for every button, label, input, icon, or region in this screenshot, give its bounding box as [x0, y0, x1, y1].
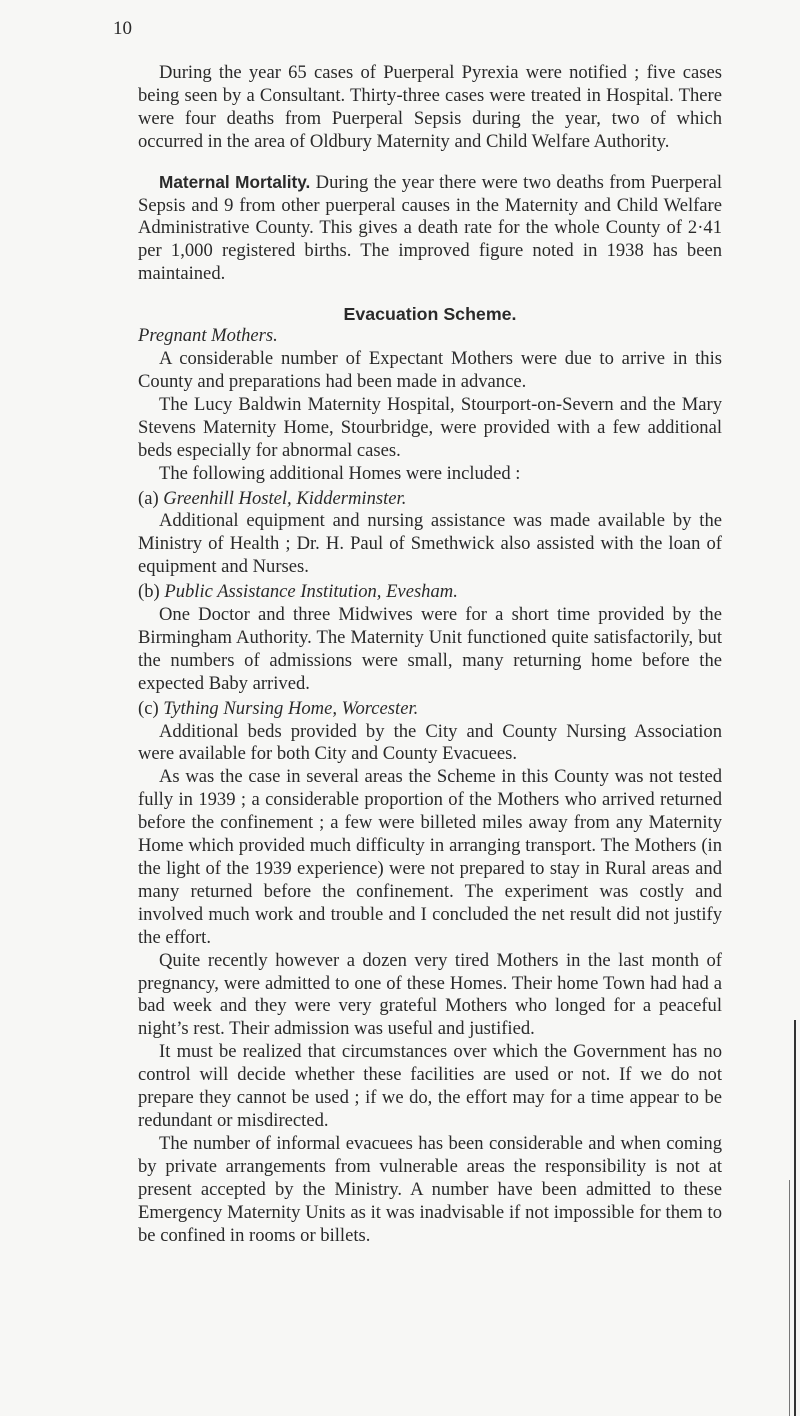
- item-c-heading: [138, 698, 722, 721]
- evacuation-intro-3: The following additional Homes were included :: [159, 462, 521, 484]
- evacuation-paragraph-4: The number of informal evacuees has been considerable and when coming by private arrangements from vulnerable areas the responsibility is not at present accepted by the Ministry. A number have been admitted to these Emergency Maternity Units as it was inadvisable if not impossible for them to be confined in rooms or billets.: [138, 1132, 722, 1246]
- item-b-text: One Doctor and three Midwives were for a short time provided by the Birmingham Authority. The Maternity Unit functioned quite satisfactorily, but the numbers of admissions were small, many returning home before the expected Baby arrived.: [138, 604, 722, 694]
- item-a-name: Greenhill Hostel, Kidderminster.: [163, 487, 407, 509]
- document-body: [138, 62, 722, 1247]
- evacuation-paragraph-2: Quite recently however a dozen very tired Mothers in the last month of pregnancy, were admitted to one of these Homes. Their home Town had had a bad week and they were very grateful Mothers who longed for a peaceful night’s rest. Their admission was useful and justified.: [138, 949, 722, 1040]
- item-c-label: (c): [138, 697, 159, 719]
- maternal-mortality-text: During the year there were two deaths from Puerperal Sepsis and 9 from other puerperal causes in the Maternity and Child Welfare Administrative County. This gives a death rate for the whole County of 2·41 per 1,000 registered births. The improved figure noted in 1938 has been maintained.: [138, 171, 723, 285]
- item-a-label: (a): [138, 487, 159, 509]
- evacuation-intro-2: The Lucy Baldwin Maternity Hospital, Stourport-on-Severn and the Mary Stevens Maternity Home, Stourbridge, were provided with a few additional beds especially for abnormal cases.: [138, 393, 722, 461]
- pregnant-mothers-subtitle: Pregnant Mothers.: [138, 325, 278, 347]
- item-b-label: (b): [138, 581, 160, 603]
- scan-edge-line-inner: [789, 1180, 790, 1416]
- item-a-heading: [138, 488, 722, 511]
- item-b-heading: [138, 581, 722, 604]
- evacuation-intro-1: A considerable number of Expectant Mothers were due to arrive in this County and preparations had been made in advance.: [138, 348, 722, 392]
- evacuation-paragraph-1: As was the case in several areas the Scheme in this County was not tested fully in 1939 ; a considerable proportion of the Mothers who arrived returned before the confinement ; a few were billeted miles away from any Maternity Home which provided much difficulty in arranging transport. The Mothers (in the light of the 1939 experience) were not prepared to stay in Rural areas and many returned before the confinement. The experiment was costly and involved much work and trouble and I concluded the net result did not justify the effort.: [138, 766, 722, 948]
- evacuation-scheme-title: Evacuation Scheme.: [343, 304, 517, 325]
- item-c-text: Additional beds provided by the City and County Nursing Association were available for both City and County Evacuees.: [138, 720, 722, 765]
- maternal-mortality-heading: Maternal Mortality.: [159, 171, 311, 192]
- item-a-text: Additional equipment and nursing assistance was made available by the Ministry of Health ; Dr. H. Paul of Smethwick also assisted with the loan of equipment and Nurses.: [138, 510, 722, 578]
- puerperal-pyrexia-paragraph: During the year 65 cases of Puerperal Pyrexia were notified ; five cases being seen by a Consultant. Thirty-three cases were treated in Hospital. There were four deaths from Puerperal Sepsis during the year, two of which occurred in the area of Oldbury Maternity and Child Welfare Authority.: [138, 62, 722, 152]
- item-c-name: Tything Nursing Home, Worcester.: [163, 697, 419, 719]
- evacuation-paragraph-3: It must be realized that circumstances over which the Government has no control will decide whether these facilities are used or not. If we do not prepare they cannot be used ; if we do, the effort may for a time appear to be redundant or misdirected.: [138, 1041, 722, 1131]
- page-number: 10: [113, 18, 132, 39]
- item-b-name: Public Assistance Institution, Evesham.: [164, 581, 458, 603]
- scan-edge-line: [794, 1020, 796, 1416]
- maternal-mortality-paragraph: [138, 171, 722, 287]
